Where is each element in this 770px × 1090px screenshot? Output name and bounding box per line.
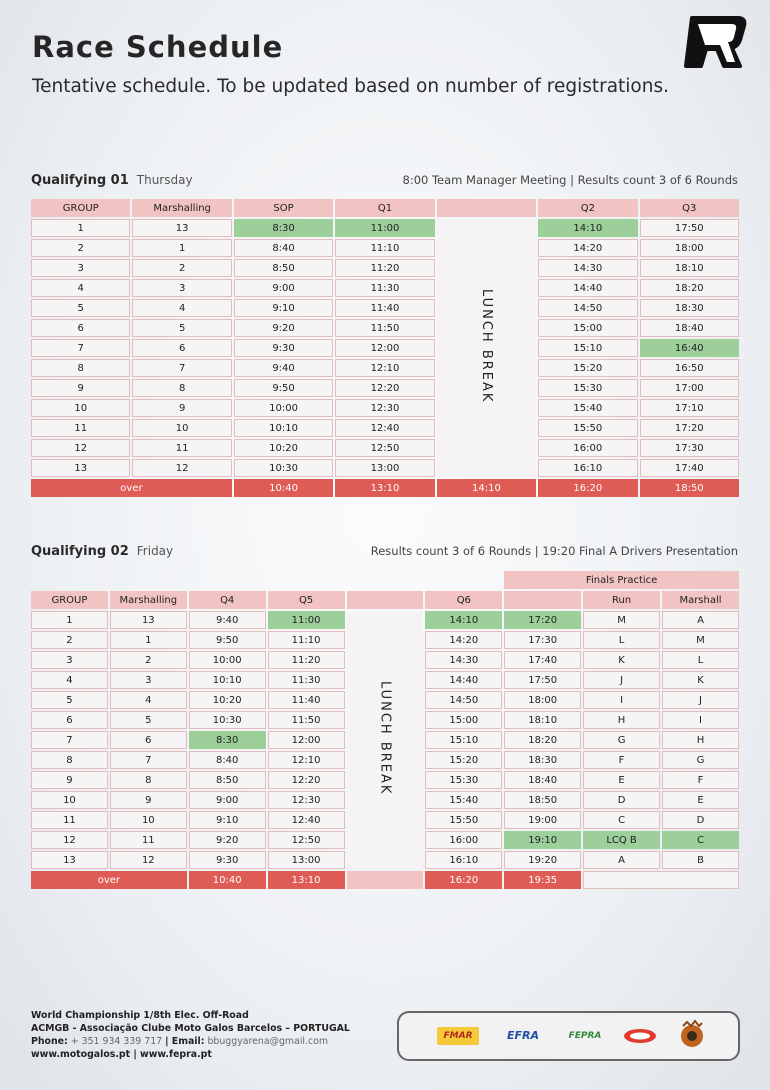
q2-table-cell: 4 (110, 691, 187, 709)
q2-table-cell: A (662, 611, 739, 629)
q1-table-row (31, 379, 739, 397)
q1-table-cell: 18:30 (640, 299, 739, 317)
efra-logo-icon: EFRA (506, 1029, 539, 1042)
q2-header-spacer (110, 571, 187, 589)
q2-table-cell: 17:50 (504, 671, 581, 689)
q1-table-cell: 9 (132, 399, 231, 417)
q1-over-time: 13:10 (335, 479, 434, 497)
q2-table-cell: 10:20 (189, 691, 266, 709)
q2-table-cell: 19:10 (504, 831, 581, 849)
q1-table-cell: 15:10 (538, 339, 637, 357)
q2-table-cell: C (662, 831, 739, 849)
q2-note: Results count 3 of 6 Rounds | 19:20 Final A Drivers Presentation (370, 544, 738, 558)
q1-note: 8:00 Team Manager Meeting | Results count 3 of 6 Rounds (402, 173, 738, 187)
q2-table-cell: 17:40 (504, 651, 581, 669)
q1-schedule-table (29, 197, 741, 499)
q1-column-header: Q2 (538, 199, 637, 217)
q1-table-cell: 1 (31, 219, 130, 237)
q1-table-cell: 15:30 (538, 379, 637, 397)
q2-column-header (347, 591, 424, 609)
q2-table-cell: 12 (31, 831, 108, 849)
q2-table-cell: G (662, 751, 739, 769)
q1-table-cell: 15:20 (538, 359, 637, 377)
footer-line1: World Championship 1/8th Elec. Off-Road (31, 1010, 249, 1021)
q1-lunch-label: LUNCH BREAK (478, 289, 494, 404)
q1-table-cell: 3 (132, 279, 231, 297)
q1-table-cell: 7 (31, 339, 130, 357)
q2-table-cell: 11 (31, 811, 108, 829)
q1-table-cell: 16:10 (538, 459, 637, 477)
q1-table-cell: 16:50 (640, 359, 739, 377)
q2-table-cell: 6 (31, 711, 108, 729)
q2-table-cell: 9:00 (189, 791, 266, 809)
q2-table-cell: F (583, 751, 660, 769)
q1-table-cell: 9 (31, 379, 130, 397)
q2-over-empty (583, 871, 739, 889)
footer-line2: ACMGB - Associação Clube Moto Galos Barcelos – PORTUGAL (31, 1023, 350, 1034)
q2-table-cell: K (583, 651, 660, 669)
q2-table-cell: 9:40 (189, 611, 266, 629)
q2-header-spacer (189, 571, 266, 589)
q1-table-cell: 11:10 (335, 239, 434, 257)
q2-table-cell: 4 (31, 671, 108, 689)
q1-table-cell: 12:20 (335, 379, 434, 397)
q1-table-row (31, 419, 739, 437)
q1-table-row (31, 319, 739, 337)
q2-table-cell: C (583, 811, 660, 829)
q2-table-cell: 8:40 (189, 751, 266, 769)
q2-column-header: Q5 (268, 591, 345, 609)
q1-table-cell: 17:50 (640, 219, 739, 237)
q2-table-cell: E (662, 791, 739, 809)
q2-table-cell: 16:00 (425, 831, 502, 849)
q2-table-cell: 14:20 (425, 631, 502, 649)
q1-table-cell: 12:00 (335, 339, 434, 357)
q1-table-cell: 8:30 (234, 219, 333, 237)
q1-table-cell: 5 (132, 319, 231, 337)
q1-table-cell: 18:20 (640, 279, 739, 297)
q2-table-cell: 8:50 (189, 771, 266, 789)
q2-table-cell: 8 (31, 751, 108, 769)
q2-table-cell: 10 (110, 811, 187, 829)
q1-table-cell: 14:10 (538, 219, 637, 237)
q2-table-cell: 9:50 (189, 631, 266, 649)
q1-table-cell: 9:10 (234, 299, 333, 317)
q2-table-cell: LCQ B (583, 831, 660, 849)
email-label: | Email: (165, 1036, 205, 1047)
q2-over-label: over (31, 871, 187, 889)
q1-table-row (31, 399, 739, 417)
q2-table-cell: 12:10 (268, 751, 345, 769)
q1-table-cell: 11:40 (335, 299, 434, 317)
q1-header-row (31, 199, 739, 217)
q1-table-cell: 4 (31, 279, 130, 297)
q1-table-row (31, 299, 739, 317)
q1-table-cell: 17:00 (640, 379, 739, 397)
q2-table-cell: 11:00 (268, 611, 345, 629)
q2-table-cell: 11:20 (268, 651, 345, 669)
q1-table-cell: 17:40 (640, 459, 739, 477)
q1-table-cell: 9:50 (234, 379, 333, 397)
q1-column-header: SOP (234, 199, 333, 217)
q2-over-time: 16:20 (425, 871, 502, 889)
q2-table-cell: 10:00 (189, 651, 266, 669)
q1-table-cell: 8 (31, 359, 130, 377)
sponsor-logos (397, 1011, 740, 1061)
q1-table-cell: 3 (31, 259, 130, 277)
footer (31, 1009, 350, 1061)
q2-table-cell: 17:30 (504, 631, 581, 649)
q2-table-cell: F (662, 771, 739, 789)
footer-contact (31, 1035, 350, 1048)
q2-table-cell: 14:10 (425, 611, 502, 629)
q2-column-header (504, 591, 581, 609)
q2-table-cell: 13 (110, 611, 187, 629)
q1-table-cell: 13:00 (335, 459, 434, 477)
q2-table-cell: L (662, 651, 739, 669)
q1-table-row (31, 339, 739, 357)
q2-table-cell: 10 (31, 791, 108, 809)
q1-table-cell: 10 (31, 399, 130, 417)
q2-table-cell: 13 (31, 851, 108, 869)
q2-table-cell: 12:30 (268, 791, 345, 809)
q1-day: Thursday (136, 173, 193, 187)
q1-table-row (31, 219, 739, 237)
q2-table-cell: 14:40 (425, 671, 502, 689)
brand-logo-icon (680, 12, 748, 70)
fepra-logo-icon: FEPRA (568, 1031, 602, 1041)
q1-table-row (31, 279, 739, 297)
q2-day: Friday (136, 544, 174, 558)
q1-table-cell: 16:40 (640, 339, 739, 357)
q1-column-header: Q1 (335, 199, 434, 217)
q1-table-cell: 9:20 (234, 319, 333, 337)
q1-column-header (437, 199, 536, 217)
q2-over-time: 13:10 (268, 871, 345, 889)
q1-table-cell: 4 (132, 299, 231, 317)
phone-label: Phone: (31, 1036, 68, 1047)
q2-table-cell: K (662, 671, 739, 689)
q2-title-text: Qualifying 02 (31, 544, 129, 559)
q1-table-cell: 15:00 (538, 319, 637, 337)
q1-table-cell: 8 (132, 379, 231, 397)
q1-table-cell: 9:40 (234, 359, 333, 377)
q2-table-cell: A (583, 851, 660, 869)
q2-table-cell: 12:50 (268, 831, 345, 849)
q2-table-cell: 8 (110, 771, 187, 789)
q1-table-cell: 14:40 (538, 279, 637, 297)
q2-table-cell: 7 (31, 731, 108, 749)
q1-over-time: 14:10 (437, 479, 536, 497)
q2-table-cell: 6 (110, 731, 187, 749)
q2-table-cell: M (583, 611, 660, 629)
q2-table-cell: 15:20 (425, 751, 502, 769)
q1-table-cell: 11:50 (335, 319, 434, 337)
q1-table-cell: 10:00 (234, 399, 333, 417)
q2-column-header: Q6 (425, 591, 502, 609)
q1-table-row (31, 359, 739, 377)
q1-table-cell: 6 (132, 339, 231, 357)
q1-table-cell: 15:40 (538, 399, 637, 417)
q1-table-cell: 10 (132, 419, 231, 437)
q1-table-row (31, 259, 739, 277)
q2-table-cell: 5 (110, 711, 187, 729)
q2-table-cell: 9:10 (189, 811, 266, 829)
q2-table-cell: 18:30 (504, 751, 581, 769)
q2-table-cell: 12 (110, 851, 187, 869)
q2-table-cell: L (583, 631, 660, 649)
q2-lunch-label: LUNCH BREAK (377, 681, 393, 796)
q2-over-time: 10:40 (189, 871, 266, 889)
q2-table-cell: 7 (110, 751, 187, 769)
q2-column-header: GROUP (31, 591, 108, 609)
q1-table-cell: 11 (132, 439, 231, 457)
q2-table-cell: 2 (110, 651, 187, 669)
q2-table-cell: 1 (31, 611, 108, 629)
q2-column-header: Marshall (662, 591, 739, 609)
q2-table-cell: 15:00 (425, 711, 502, 729)
q1-table-row (31, 239, 739, 257)
q2-table-cell: 10:30 (189, 711, 266, 729)
q1-table-cell: 12:10 (335, 359, 434, 377)
q2-table-cell: 5 (31, 691, 108, 709)
q2-table-cell: 10:10 (189, 671, 266, 689)
q2-table-cell: 11:40 (268, 691, 345, 709)
q1-table-row (31, 459, 739, 477)
q2-table-cell: 12:20 (268, 771, 345, 789)
q2-table-cell: 16:10 (425, 851, 502, 869)
q2-header-spacer (347, 571, 424, 589)
q2-table-cell: H (662, 731, 739, 749)
q2-table-cell: 11:50 (268, 711, 345, 729)
q1-table-cell: 6 (31, 319, 130, 337)
q1-over-label: over (31, 479, 232, 497)
q1-table-cell: 18:10 (640, 259, 739, 277)
q2-table-cell: 17:20 (504, 611, 581, 629)
q1-column-header: GROUP (31, 199, 130, 217)
q2-table-cell: 19:20 (504, 851, 581, 869)
q2-table-cell: 15:10 (425, 731, 502, 749)
email-address: bbuggyarena@gmail.com (207, 1036, 329, 1047)
q1-table-cell: 17:10 (640, 399, 739, 417)
q2-table-row (31, 611, 739, 629)
q1-table-cell: 7 (132, 359, 231, 377)
q2-table-cell: 14:50 (425, 691, 502, 709)
q2-column-header: Q4 (189, 591, 266, 609)
q1-table-cell: 8:50 (234, 259, 333, 277)
q1-table-cell: 11 (31, 419, 130, 437)
fmar-logo-icon: FMAR (437, 1027, 479, 1045)
q2-table-cell: 11:30 (268, 671, 345, 689)
q1-over-time: 16:20 (538, 479, 637, 497)
q2-table-cell: 1 (110, 631, 187, 649)
q1-table-cell: 14:20 (538, 239, 637, 257)
q1-table-cell: 12:40 (335, 419, 434, 437)
q1-table-cell: 9:00 (234, 279, 333, 297)
q2-table-cell: D (583, 791, 660, 809)
q2-table-cell: J (583, 671, 660, 689)
q1-lunch-break (437, 219, 536, 477)
q2-table-cell: 11:10 (268, 631, 345, 649)
q2-table-cell: 18:50 (504, 791, 581, 809)
phone-number: + 351 934 339 717 (70, 1036, 163, 1047)
q2-table-cell: 18:00 (504, 691, 581, 709)
q1-table-cell: 10:30 (234, 459, 333, 477)
q1-table-cell: 17:30 (640, 439, 739, 457)
q2-over-spacer (347, 871, 424, 889)
q2-header-spacer (425, 571, 502, 589)
q1-table-cell: 13 (132, 219, 231, 237)
q1-table-cell: 16:00 (538, 439, 637, 457)
q2-column-header: Marshalling (110, 591, 187, 609)
q1-table-cell: 12 (31, 439, 130, 457)
q2-table-cell: 19:00 (504, 811, 581, 829)
q2-lunch-break (347, 611, 424, 869)
q1-over-row (31, 479, 739, 497)
q2-table-cell: 9 (110, 791, 187, 809)
q1-table-cell: 11:30 (335, 279, 434, 297)
q1-table-cell: 11:20 (335, 259, 434, 277)
q1-table-cell: 18:40 (640, 319, 739, 337)
q2-header-spacer (268, 571, 345, 589)
q2-table-cell: 11 (110, 831, 187, 849)
q2-table-cell: 15:40 (425, 791, 502, 809)
q2-table-cell: E (583, 771, 660, 789)
q1-table-cell: 2 (31, 239, 130, 257)
q2-finals-header-row (31, 571, 739, 589)
q1-table-cell: 14:30 (538, 259, 637, 277)
q1-table-cell: 15:50 (538, 419, 637, 437)
q2-table-cell: I (662, 711, 739, 729)
q1-table-cell: 13 (31, 459, 130, 477)
q1-table-cell: 8:40 (234, 239, 333, 257)
q1-table-cell: 5 (31, 299, 130, 317)
q2-table-cell: 8:30 (189, 731, 266, 749)
q2-table-cell: B (662, 851, 739, 869)
page-subtitle: Tentative schedule. To be updated based on number of registrations. (32, 76, 669, 97)
q2-table-cell: 15:50 (425, 811, 502, 829)
finals-practice-header: Finals Practice (504, 571, 739, 589)
q1-table-cell: 2 (132, 259, 231, 277)
q2-title (31, 544, 173, 559)
q2-table-cell: 18:10 (504, 711, 581, 729)
q2-table-cell: 13:00 (268, 851, 345, 869)
q1-table-cell: 10:20 (234, 439, 333, 457)
q2-table-cell: D (662, 811, 739, 829)
q2-table-cell: I (583, 691, 660, 709)
q2-table-cell: 15:30 (425, 771, 502, 789)
q2-table-cell: 9 (31, 771, 108, 789)
q2-table-cell: 12:40 (268, 811, 345, 829)
q1-table-row (31, 439, 739, 457)
q1-table-cell: 14:50 (538, 299, 637, 317)
footer-web: www.motogalos.pt | www.fepra.pt (31, 1049, 212, 1060)
q2-table-cell: 9:20 (189, 831, 266, 849)
page-title: Race Schedule (32, 30, 284, 64)
q2-table-cell: M (662, 631, 739, 649)
q2-table-cell: 3 (110, 671, 187, 689)
q2-table-cell: 12:00 (268, 731, 345, 749)
q1-table-cell: 9:30 (234, 339, 333, 357)
q2-table-cell: J (662, 691, 739, 709)
q1-table-cell: 12:50 (335, 439, 434, 457)
sponsor-logo-icon (623, 1027, 657, 1045)
q2-header-spacer (31, 571, 108, 589)
q1-table-cell: 10:10 (234, 419, 333, 437)
q1-column-header: Marshalling (132, 199, 231, 217)
q2-table-cell: 9:30 (189, 851, 266, 869)
q1-over-time: 10:40 (234, 479, 333, 497)
q1-column-header: Q3 (640, 199, 739, 217)
q1-table-cell: 12 (132, 459, 231, 477)
q2-schedule-table (29, 569, 741, 891)
q2-table-cell: 3 (31, 651, 108, 669)
q2-table-cell: H (583, 711, 660, 729)
q2-table-cell: 18:20 (504, 731, 581, 749)
q2-over-time: 19:35 (504, 871, 581, 889)
q2-table-cell: 14:30 (425, 651, 502, 669)
q2-header-row (31, 591, 739, 609)
q1-title (31, 173, 193, 188)
q2-over-row (31, 871, 739, 889)
club-badge-icon (677, 1018, 707, 1054)
q2-table-cell: G (583, 731, 660, 749)
q2-table-cell: 2 (31, 631, 108, 649)
q1-table-cell: 1 (132, 239, 231, 257)
q1-title-text: Qualifying 01 (31, 173, 129, 188)
q1-table-cell: 18:00 (640, 239, 739, 257)
q1-table-cell: 17:20 (640, 419, 739, 437)
q2-table-cell: 18:40 (504, 771, 581, 789)
q1-table-cell: 11:00 (335, 219, 434, 237)
q1-over-time: 18:50 (640, 479, 739, 497)
q1-table-cell: 12:30 (335, 399, 434, 417)
q2-column-header: Run (583, 591, 660, 609)
